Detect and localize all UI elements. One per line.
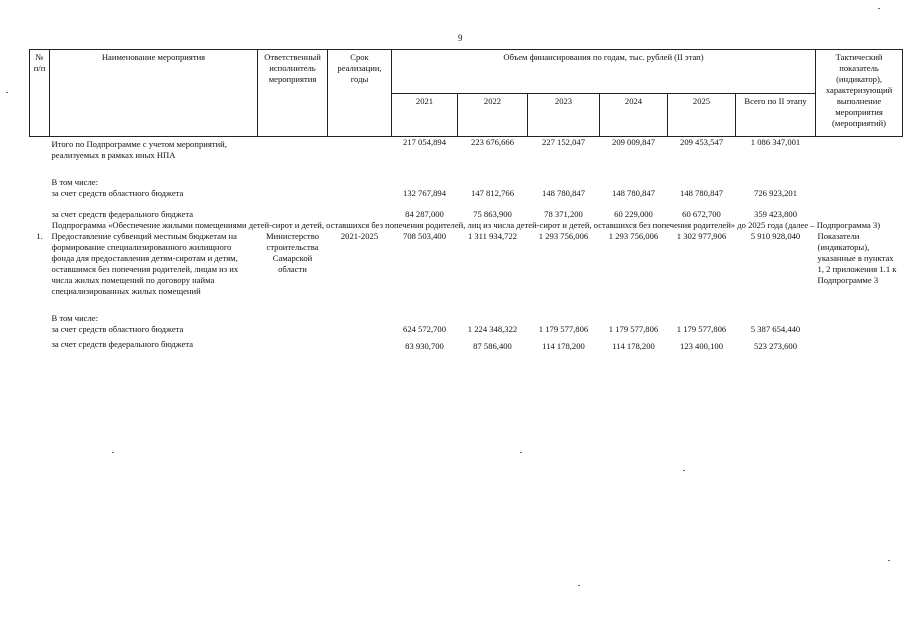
item-value: 1 302 977,906 <box>676 231 727 241</box>
item-name: Предоставление субвенций местным бюджетам на формирование специализированного жилищного фонда для предоставления детям-сиротам и детям, оставшимся без попечения родителей, лицам из их числа жилых помещений по договору найма специализированных жилых помещений <box>51 231 239 296</box>
item-value: 708 503,400 <box>403 231 446 241</box>
table-row-total <box>30 137 903 162</box>
year-header: 2025 <box>668 93 736 137</box>
item-regional-value: 5 387 654,440 <box>750 324 801 334</box>
year-header: 2023 <box>528 93 600 137</box>
federal-value: 359 423,800 <box>754 209 797 219</box>
table-row-item-regional <box>30 324 903 335</box>
col-financing-header: Объем финансирования по годам, тыс. рублей (II этап) <box>392 50 816 94</box>
total-value: 1 086 347,001 <box>750 137 801 147</box>
item-federal-value: 123 400,100 <box>680 341 723 351</box>
federal-value: 75 863,900 <box>473 209 512 219</box>
table-row-federal <box>30 209 903 220</box>
item-responsible: Министерство строительства Самарской области <box>266 231 319 274</box>
total-value: 209 009,847 <box>612 137 655 147</box>
col-term-header: Срок реализации, годы <box>328 50 392 137</box>
scan-speck <box>112 452 114 453</box>
item-federal-value: 523 273,600 <box>754 341 797 351</box>
year-header: 2022 <box>458 93 528 137</box>
federal-value: 60 672,700 <box>682 209 721 219</box>
total-value: 217 054,894 <box>403 137 446 147</box>
item-term: 2021-2025 <box>340 231 379 241</box>
item-incl-label: В том числе: <box>51 313 98 323</box>
item-regional-value: 1 179 577,806 <box>676 324 727 334</box>
col-indicator-header: Тактический показатель (индикатор), характеризующий выполнение мероприятия (мероприятий) <box>816 50 903 137</box>
regional-value: 148 780,847 <box>542 188 585 198</box>
item-value: 1 293 756,006 <box>538 231 589 241</box>
item-regional-value: 1 179 577,806 <box>538 324 589 334</box>
year-header: 2024 <box>600 93 668 137</box>
year-header: 2021 <box>392 93 458 137</box>
total-label: Итого по Подпрограмме с учетом мероприятий, реализуемых в рамках иных НПА <box>51 139 227 160</box>
federal-value: 78 371,200 <box>544 209 583 219</box>
scan-speck <box>578 585 580 586</box>
total-value: 209 453,547 <box>680 137 723 147</box>
table-row-subprogram <box>30 220 903 231</box>
table-row-item-federal <box>30 335 903 352</box>
regional-label: за счет средств областного бюджета <box>51 188 184 198</box>
item-federal-value: 114 178,200 <box>542 341 585 351</box>
item-federal-value: 87 586,400 <box>473 341 512 351</box>
col-no-header: № п/п <box>30 50 50 137</box>
federal-value: 84 287,000 <box>405 209 444 219</box>
table-row-item <box>30 231 903 297</box>
item-value: 1 293 756,006 <box>608 231 659 241</box>
financing-table <box>29 49 903 352</box>
item-regional-label: за счет средств областного бюджета <box>51 324 184 334</box>
item-regional-value: 624 572,700 <box>403 324 446 334</box>
item-regional-value: 1 179 577,806 <box>608 324 659 334</box>
item-number: 1. <box>36 231 43 241</box>
page-number: 9 <box>458 33 463 43</box>
year-header: Всего по II этапу <box>736 93 816 137</box>
total-value: 227 152,047 <box>542 137 585 147</box>
col-responsible-header: Ответственный исполнитель мероприятия <box>258 50 328 137</box>
scan-speck <box>683 470 685 471</box>
col-name-header: Наименование мероприятия <box>50 50 258 137</box>
regional-value: 148 780,847 <box>680 188 723 198</box>
total-value: 223 676,666 <box>471 137 514 147</box>
scan-speck <box>888 560 890 561</box>
item-value: 1 311 934,722 <box>467 231 518 241</box>
federal-value: 60 229,000 <box>614 209 653 219</box>
scan-speck <box>6 92 8 93</box>
subprogram-title: Подпрограмма «Обеспечение жилыми помещениями детей-сирот и детей, оставшихся без попечения родителей, лиц из числа детей-сирот и детей, оставшихся без попечения родителей» до 2025 года (далее – Подпрограмма 3) <box>51 220 881 230</box>
scan-speck <box>520 452 522 453</box>
item-federal-value: 83 930,700 <box>405 341 444 351</box>
table-row-regional <box>30 188 903 199</box>
table-row-incl <box>30 171 903 188</box>
regional-value: 148 780,847 <box>612 188 655 198</box>
item-federal-value: 114 178,200 <box>612 341 655 351</box>
scan-speck <box>878 8 880 9</box>
item-indicator: Показатели (индикаторы), указанные в пунктах 1, 2 приложения 1.1 к Подпрограмме 3 <box>817 231 897 285</box>
regional-value: 726 923,201 <box>754 188 797 198</box>
item-federal-label: за счет средств федерального бюджета <box>51 339 194 349</box>
regional-value: 147 812,766 <box>471 188 514 198</box>
item-value: 5 910 928,040 <box>750 231 801 241</box>
regional-value: 132 767,894 <box>403 188 446 198</box>
item-regional-value: 1 224 348,322 <box>467 324 518 334</box>
federal-label: за счет средств федерального бюджета <box>51 209 194 219</box>
header-row <box>30 50 903 94</box>
incl-label: В том числе: <box>51 177 98 187</box>
table-row-item-incl <box>30 307 903 324</box>
